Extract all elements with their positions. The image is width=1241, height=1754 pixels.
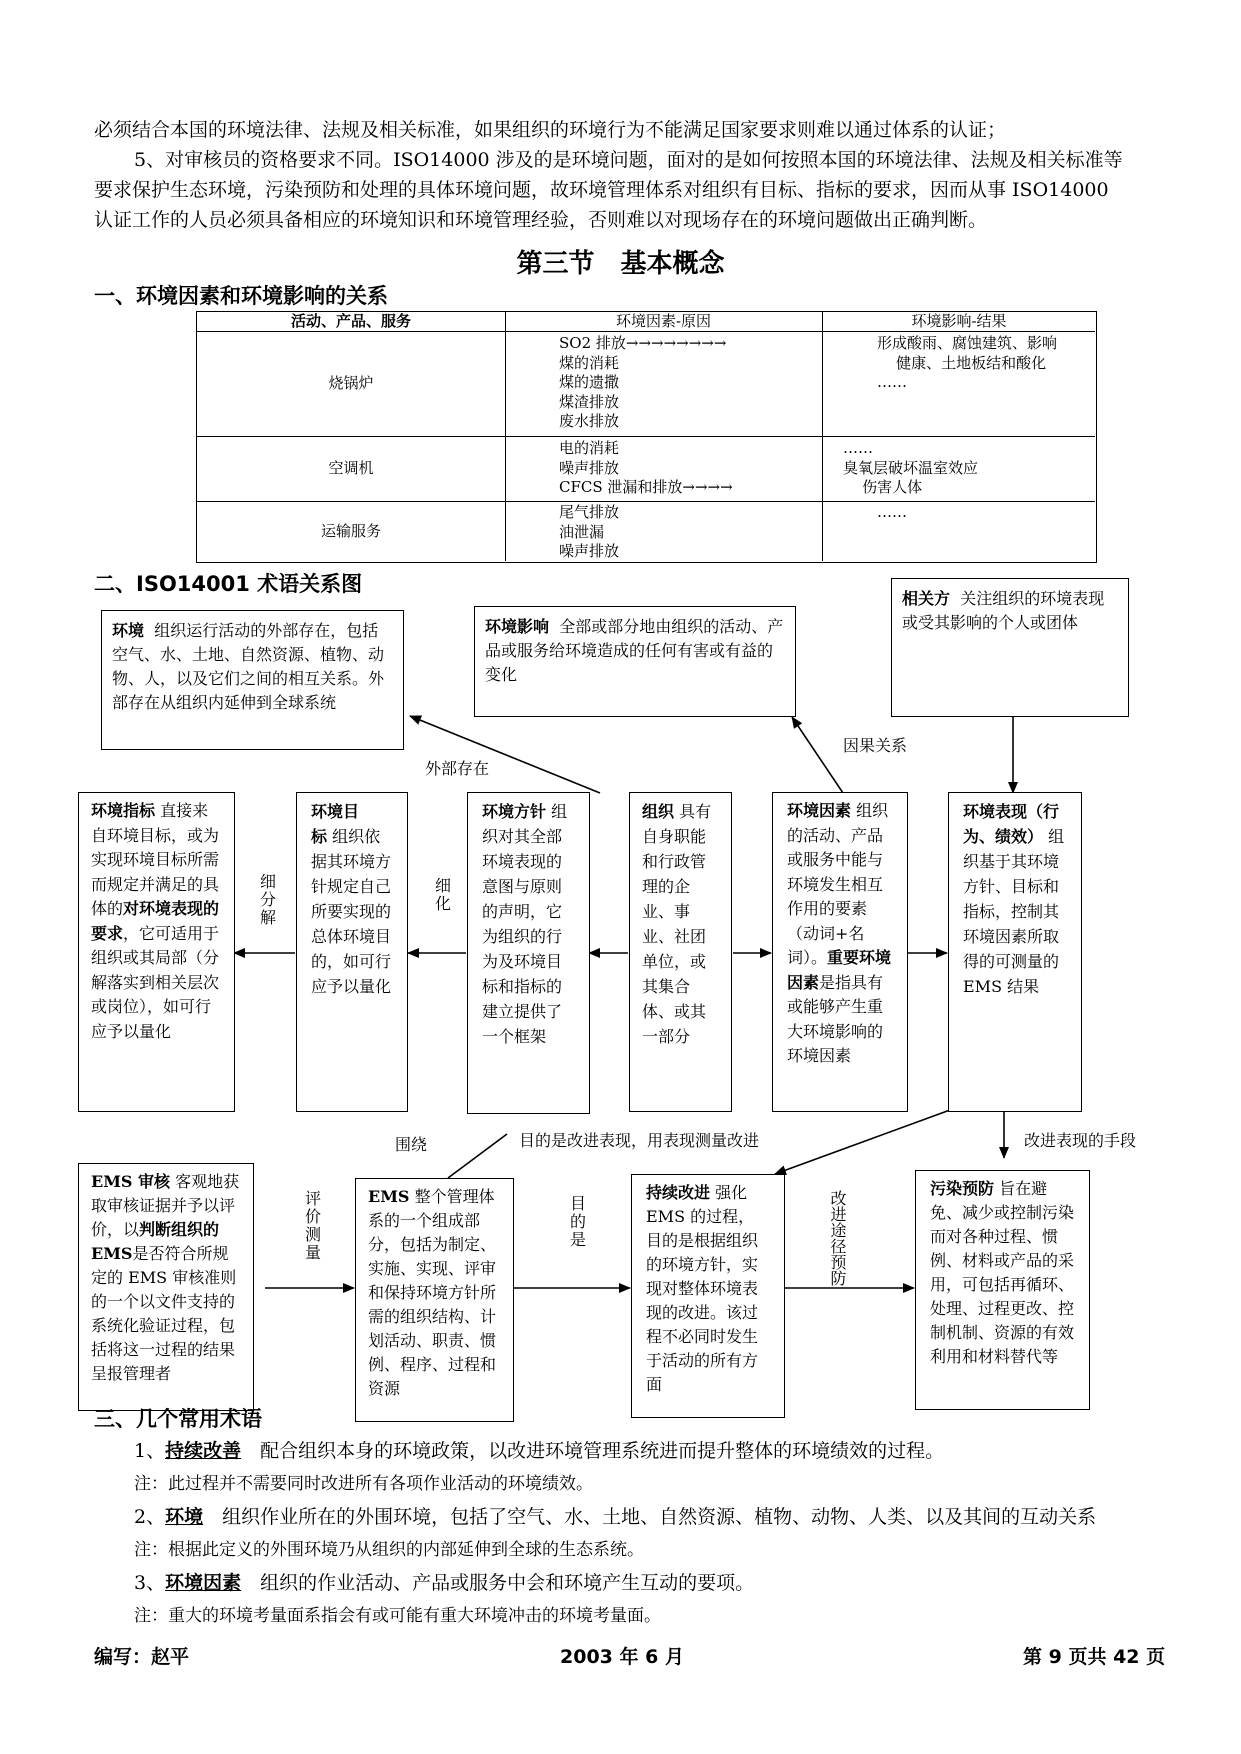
continual-improvement-desc: 强化 EMS 的过程，目的是根据组织的环境方针，实现对整体环境表现的改进。该过程不必同时发生于活动的所有方面 bbox=[646, 1183, 759, 1394]
table-row-impacts: …… bbox=[877, 503, 907, 521]
environmental-performance-desc: 组织基于其环境方针、目标和指标，控制其环境因素所取得的可测量的 EMS 结果 bbox=[963, 827, 1065, 996]
environmental-target-box bbox=[78, 792, 235, 1112]
pollution-prevention-term: 污染预防 bbox=[930, 1179, 995, 1198]
environment-box bbox=[101, 610, 404, 750]
term-definition: 配合组织本身的环境政策，以改进环境管理系统进而提升整体的环境绩效的过程。 bbox=[241, 1440, 945, 1462]
continual-improvement-box bbox=[631, 1174, 785, 1418]
environment-term: 环境 bbox=[112, 621, 145, 640]
environmental-target-desc-2: ，它可适用于组织或其局部（分解落实到相关层次或岗位），如可行应予以量化 bbox=[91, 923, 220, 1041]
ems-audit-emphasis: 判断组织的 EMS bbox=[91, 1220, 220, 1263]
environmental-target-desc: 直接来自环境目标，或为实现环境目标所需而规定并满足的具体的 bbox=[91, 801, 220, 918]
heading-common-terms: 三、几个常用术语 bbox=[94, 1407, 262, 1431]
pollution-prevention-desc: 旨在避免、减少或控制污染而对各种过程、惯例、材料或产品的采用，可包括再循环、处理、过程更改、控制机制、资源的有效利用和材料替代等 bbox=[930, 1179, 1075, 1366]
environmental-impact-box bbox=[474, 606, 796, 717]
table-row-activity: 烧锅炉 bbox=[328, 374, 374, 392]
footer-date: 2003 年 6 月 bbox=[560, 1646, 684, 1668]
table-header-impact: 环境影响-结果 bbox=[911, 312, 1007, 330]
ems-audit-term: EMS 审核 bbox=[91, 1172, 171, 1191]
table-row-activity: 运输服务 bbox=[320, 522, 381, 540]
environmental-target-term: 环境指标 bbox=[91, 801, 156, 820]
label-around: 围绕 bbox=[395, 1135, 428, 1154]
environmental-impact-desc: 全部或部分地由组织的活动、产品或服务给环境造成的任何有害或有益的变化 bbox=[485, 617, 784, 684]
interested-party-term: 相关方 bbox=[902, 589, 951, 608]
organization-term: 组织 bbox=[642, 802, 675, 821]
environmental-performance-term: 环境表现（行为、绩效） bbox=[963, 802, 1060, 846]
interested-party-box bbox=[891, 578, 1129, 717]
term-number: 2、 bbox=[134, 1506, 166, 1528]
term-definition: 组织的作业活动、产品或服务中会和环境产生互动的要项。 bbox=[241, 1572, 755, 1594]
heading-relationship: 一、环境因素和环境影响的关系 bbox=[94, 284, 388, 308]
environmental-aspect-box bbox=[772, 792, 908, 1112]
environmental-objective-box bbox=[296, 792, 408, 1112]
term-name: 环境因素 bbox=[165, 1572, 242, 1594]
footer-author: 编写：赵平 bbox=[94, 1646, 190, 1668]
label-purpose: 目的是 bbox=[569, 1194, 586, 1249]
table-row-factors: 尾气排放 油泄漏 噪声排放 bbox=[559, 503, 620, 560]
term-name: 环境 bbox=[165, 1506, 204, 1528]
organization-box bbox=[629, 792, 732, 1112]
term-2 bbox=[134, 1503, 1096, 1531]
label-decompose: 细分解 bbox=[259, 872, 276, 927]
environmental-target-emphasis: 对环境表现的要求 bbox=[91, 899, 220, 943]
table-row-activity: 空调机 bbox=[328, 459, 374, 477]
table-header-activity: 活动、产品、服务 bbox=[290, 312, 411, 330]
table-row-impacts: …… 臭氧层破坏温室效应 伤害人体 bbox=[843, 439, 979, 496]
intro-line-2: 5、对审核员的资格要求不同。ISO14000 涉及的是环境问题，面对的是如何按照本国的环境法律、法规及相关标准等 bbox=[134, 149, 1123, 171]
ems-term: EMS bbox=[368, 1187, 410, 1206]
term-number: 3、 bbox=[134, 1572, 166, 1594]
environmental-aspect-desc: 组织的活动、产品或服务中能与环境发生相互作用的要素（动词+名词）。 bbox=[787, 801, 889, 967]
environmental-impact-term: 环境影响 bbox=[485, 617, 550, 636]
pollution-prevention-box bbox=[915, 1170, 1090, 1410]
section-title: 第三节 基本概念 bbox=[516, 249, 725, 279]
environmental-aspect-desc-2: 是指具有或能够产生重大环境影响的环境因素 bbox=[787, 972, 884, 1065]
term-note: 注：重大的环境考量面系指会有或可能有重大环境冲击的环境考量面。 bbox=[134, 1606, 661, 1626]
label-refine: 细化 bbox=[434, 876, 451, 913]
environmental-policy-term: 环境方针 bbox=[482, 802, 547, 821]
organization-desc: 具有自身职能和行政管理的企业、事业、社团单位，或其集合体、或其一部分 bbox=[642, 802, 712, 1046]
label-means: 改进表现的手段 bbox=[1024, 1131, 1137, 1150]
table-row-factors: 电的消耗 噪声排放 CFCS 泄漏和排放→→→→ bbox=[559, 439, 733, 496]
term-3 bbox=[134, 1569, 754, 1597]
term-note: 注：根据此定义的外围环境乃从组织的内部延伸到全球的生态系统。 bbox=[134, 1540, 644, 1560]
label-evaluate: 评价测量 bbox=[304, 1189, 321, 1262]
environmental-objective-term: 环境目标 bbox=[311, 802, 360, 846]
term-name: 持续改善 bbox=[165, 1440, 242, 1462]
table-header-factor: 环境因素-原因 bbox=[615, 312, 712, 330]
significant-aspect-emphasis: 重要环境因素 bbox=[787, 948, 892, 992]
term-1 bbox=[134, 1437, 944, 1465]
ems-box bbox=[355, 1178, 514, 1422]
table-row-impacts: 形成酸雨、腐蚀建筑、影响 健康、土地板结和酸化 …… bbox=[877, 334, 1058, 391]
footer-page: 第 9 页共 42 页 bbox=[1023, 1646, 1166, 1668]
intro-line-1: 必须结合本国的环境法律、法规及相关标准，如果组织的环境行为不能满足国家要求则难以通过体系的认证； bbox=[94, 119, 1007, 141]
table-row-factors: SO2 排放→→→→→→→→ 煤的消耗 煤的遗撒 煤渣排放 废水排放 bbox=[559, 334, 727, 430]
ems-audit-desc: 客观地获取审核证据并予以评价，以 bbox=[91, 1172, 240, 1239]
label-purpose-note: 目的是改进表现，用表现测量改进 bbox=[519, 1131, 760, 1150]
environmental-policy-desc: 组织对其全部环境表现的意图与原则的声明，它为组织的行为及环境目标和指标的建立提供了一个框架 bbox=[482, 802, 568, 1046]
environmental-objective-desc: 组织依据其环境方针规定自己所要实现的总体环境目的，如可行应予以量化 bbox=[311, 827, 392, 996]
label-external: 外部存在 bbox=[425, 759, 490, 778]
intro-line-4: 认证工作的人员必须具备相应的环境知识和环境管理经验，否则难以对现场存在的环境问题做出正确判断。 bbox=[94, 209, 988, 231]
ems-audit-desc-2: 是否符合所规定的 EMS 审核准则的一个以文件支持的系统化验证过程，包括将这一过程的结果呈报管理者 bbox=[91, 1244, 237, 1383]
label-path bbox=[826, 1190, 876, 1290]
ems-desc: 整个管理体系的一个组成部分，包括为制定、实施、实现、评审和保持环境方针所需的组织结构、计划活动、职责、惯例、程序、过程和资源 bbox=[368, 1187, 497, 1398]
environmental-policy-box bbox=[467, 792, 590, 1114]
continual-improvement-term: 持续改进 bbox=[646, 1183, 711, 1202]
ems-audit-box bbox=[78, 1163, 254, 1411]
term-definition: 组织作业所在的外围环境，包括了空气、水、土地、自然资源、植物、动物、人类、以及其间的互动关系 bbox=[203, 1506, 1097, 1528]
heading-term-diagram: 二、ISO14001 术语关系图 bbox=[94, 572, 363, 596]
term-number: 1、 bbox=[134, 1440, 166, 1462]
term-note: 注：此过程并不需要同时改进所有各项作业活动的环境绩效。 bbox=[134, 1474, 593, 1494]
interested-party-desc: 关注组织的环境表现或受其影响的个人或团体 bbox=[902, 589, 1105, 632]
intro-line-3: 要求保护生态环境，污染预防和处理的具体环境问题，故环境管理体系对组织有目标、指标的要求，因而从事 ISO14000 bbox=[94, 179, 1109, 201]
environment-desc: 组织运行活动的外部存在，包括空气、水、土地、自然资源、植物、动物、人，以及它们之间的相互关系。外部存在从组织内延伸到全球系统 bbox=[112, 621, 385, 712]
environmental-aspect-term: 环境因素 bbox=[787, 801, 852, 820]
environmental-performance-box bbox=[948, 792, 1082, 1112]
label-path-text: 改进途径预防 bbox=[828, 1190, 847, 1286]
label-causal: 因果关系 bbox=[843, 736, 908, 755]
